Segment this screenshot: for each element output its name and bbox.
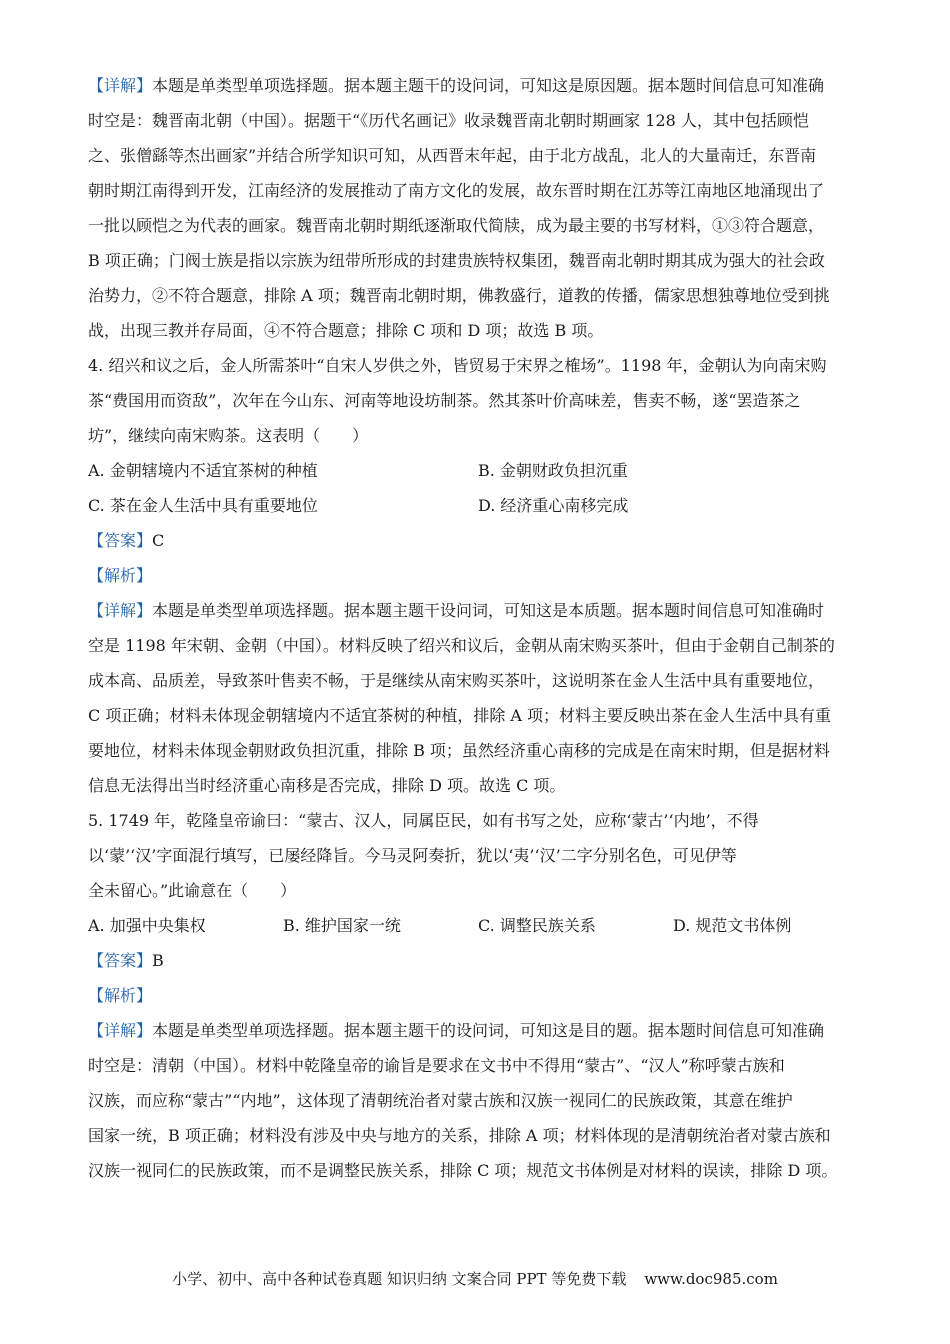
q4-detail-line-3: 成本高、品质差，导致茶叶售卖不畅，于是继续从南宋购买茶叶，这说明茶在金人生活中具有重要地位， [88, 671, 825, 690]
q4-detail-line-4: C 项正确；材料未体现金朝辖境内不适宜茶树的种植，排除 A 项；材料主要反映出茶在金人生活中具有重 [88, 706, 832, 725]
q3-detail-line-1: 【详解】本题是单类型单项选择题。据本题主题干的设问词，可知这是原因题。据本题时间信息可知准确 [88, 76, 825, 95]
q5-option-b: B. 维护国家一统 [283, 916, 401, 935]
q4-detail-line-1: 【详解】本题是单类型单项选择题。据本题主题干设问词，可知这是本质题。据本题时间信息可知准确时 [88, 601, 825, 620]
page-footer [0, 1268, 950, 1289]
q4-detail-line-5: 要地位，材料未体现金朝财政负担沉重，排除 B 项；虽然经济重心南移的完成是在南宋时期，但是据材料 [88, 741, 830, 760]
q4-answer [88, 523, 868, 558]
q5-stem-line-2: 以‘蒙’‘汉’字面混行填写，已屡经降旨。今马灵阿奏折，犹以‘夷’‘汉’二字分别名色，可见伊等 [88, 846, 737, 865]
q4-detail-line-6: 信息无法得出当时经济重心南移是否完成，排除 D 项。故选 C 项。 [88, 776, 566, 795]
q4-stem-line-1: 4. 绍兴和议之后，金人所需茶叶“自宋人岁供之外，皆贸易于宋界之榷场”。1198 年，金朝认为向南宋购 [88, 356, 827, 375]
q4-analysis [88, 558, 868, 593]
detail-tag: 【详解】 [88, 601, 153, 620]
q3-detail-line-8: 战，出现三教并存局面，④不符合题意；排除 C 项和 D 项；故选 B 项。 [88, 321, 604, 340]
footer-text: 小学、初中、高中各种试卷真题 知识归纳 文案合同 PPT 等免费下载 [172, 1270, 627, 1288]
q5-stem-line-3: 全未留心。”此谕意在（ ） [88, 881, 297, 900]
q3-detail-line-5: 一批以顾恺之为代表的画家。魏晋南北朝时期纸逐渐取代简牍，成为最主要的书写材料，①③符合题意， [88, 216, 825, 235]
q4-answer-value: C [152, 531, 165, 550]
q4-options-row-1 [88, 453, 868, 488]
q5-analysis [88, 978, 868, 1013]
analysis-tag: 【解析】 [88, 986, 153, 1005]
q5-options-row [88, 908, 868, 943]
q5-detail-line-3: 汉族，而应称“蒙古”“内地”，这体现了清朝统治者对蒙古族和汉族一视同仁的民族政策，其意在维护 [88, 1091, 793, 1110]
q4-option-b: B. 金朝财政负担沉重 [478, 461, 628, 480]
detail-tag: 【详解】 [88, 1021, 153, 1040]
q4-option-a: A. 金朝辖境内不适宜茶树的种植 [88, 461, 318, 480]
q4-option-d: D. 经济重心南移完成 [478, 496, 629, 515]
q5-detail-line-4: 国家一统，B 项正确；材料没有涉及中央与地方的关系，排除 A 项；材料体现的是清朝统治者对蒙古族和 [88, 1126, 831, 1145]
q4-detail-line-2: 空是 1198 年宋朝、金朝（中国）。材料反映了绍兴和议后，金朝从南宋购买茶叶，但由于金朝自己制茶的 [88, 636, 835, 655]
q5-option-c: C. 调整民族关系 [478, 916, 596, 935]
q4-stem-line-2: 茶“费国用而资敌”，次年在今山东、河南等地设坊制茶。然其茶叶价高味差，售卖不畅，遂“罢造茶之 [88, 391, 801, 410]
q5-option-d: D. 规范文书体例 [673, 916, 792, 935]
q3-detail-line-6: B 项正确；门阀士族是指以宗族为纽带所形成的封建贵族特权集团，魏晋南北朝时期其成为强大的社会政 [88, 251, 825, 270]
q3-detail-line-7: 治势力，②不符合题意，排除 A 项；魏晋南北朝时期，佛教盛行，道教的传播，儒家思想独尊地位受到挑 [88, 286, 830, 305]
footer-url[interactable]: www.doc985.com [644, 1270, 778, 1288]
q5-detail-line-2: 时空是：清朝（中国）。材料中乾隆皇帝的谕旨是要求在文书中不得用“蒙古”、“汉人”称呼蒙古族和 [88, 1056, 785, 1075]
q4-option-c: C. 茶在金人生活中具有重要地位 [88, 496, 318, 515]
q5-option-a: A. 加强中央集权 [88, 916, 206, 935]
answer-tag: 【答案】 [88, 531, 153, 550]
q4-stem-line-3: 坊”，继续向南宋购茶。这表明（ ） [88, 426, 369, 445]
q3-detail-line-4: 朝时期江南得到开发，江南经济的发展推动了南方文化的发展，故东晋时期在江苏等江南地区地涌现出了 [88, 181, 825, 200]
q4-options-row-2 [88, 488, 868, 523]
q5-stem-line-1: 5. 1749 年，乾隆皇帝谕曰：“蒙古、汉人，同属臣民，如有书写之处，应称‘蒙古’‘内地’，不得 [88, 811, 759, 830]
answer-tag: 【答案】 [88, 951, 153, 970]
q3-detail-line-3: 之、张僧繇等杰出画家”并结合所学知识可知，从西晋末年起，由于北方战乱，北人的大量南迁，东晋南 [88, 146, 817, 165]
q5-detail-line-1: 【详解】本题是单类型单项选择题。据本题主题干的设问词，可知这是目的题。据本题时间信息可知准确 [88, 1021, 825, 1040]
document-page [88, 68, 868, 1188]
analysis-tag: 【解析】 [88, 566, 153, 585]
q5-answer [88, 943, 868, 978]
q3-detail-line-2: 时空是：魏晋南北朝（中国）。据题干“《历代名画记》收录魏晋南北朝时期画家 128 人，其中包括顾恺 [88, 111, 809, 130]
detail-tag: 【详解】 [88, 76, 153, 95]
q5-detail-line-5: 汉族一视同仁的民族政策，而不是调整民族关系，排除 C 项；规范文书体例是对材料的误读，排除 D 项。 [88, 1161, 838, 1180]
q5-answer-value: B [152, 951, 164, 970]
